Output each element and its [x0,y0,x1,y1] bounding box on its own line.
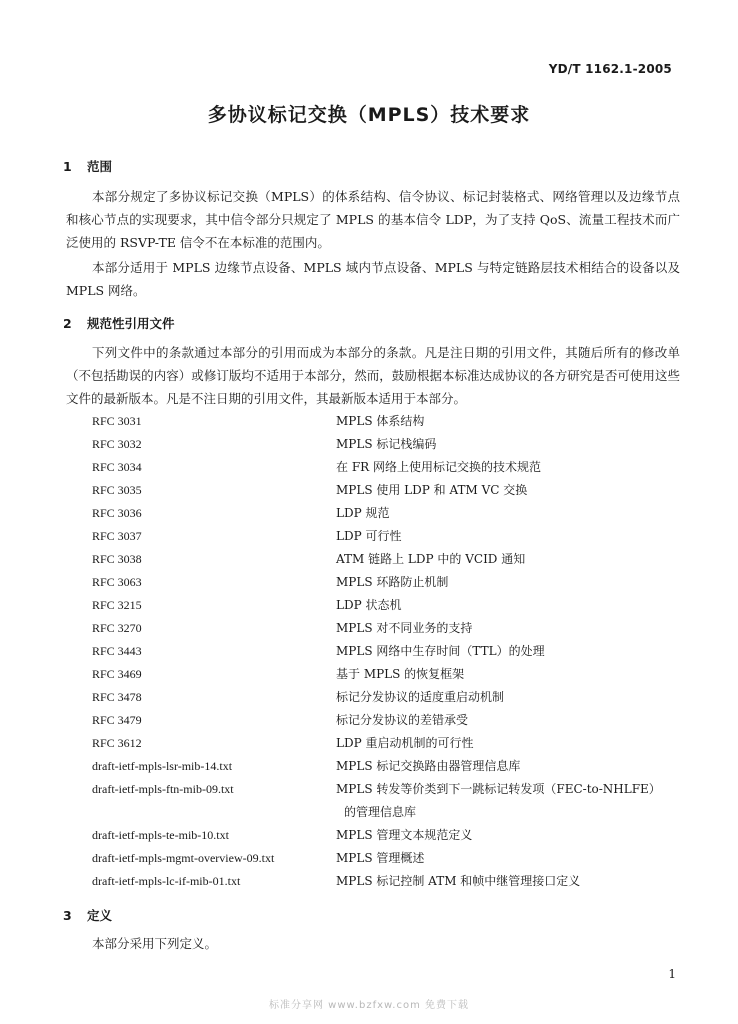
section-3-intro: 本部分采用下列定义。 [92,936,218,951]
watermark: 标准分享网 www.bzfxw.com 免费下载 [269,1000,469,1011]
reference-code: draft-ietf-mpls-te-mib-10.txt [92,828,229,842]
reference-row [92,594,692,617]
reference-description: LDP 状态机 [336,598,402,612]
reference-code: RFC 3036 [92,506,142,520]
section-number: 1 [63,159,72,174]
reference-row [92,479,692,502]
reference-description [336,778,692,824]
reference-code: RFC 3443 [92,644,142,658]
reference-row [92,548,692,571]
reference-row [92,686,692,709]
reference-code: RFC 3031 [92,414,142,428]
reference-code: RFC 3034 [92,460,142,474]
page-number: 1 [668,967,676,981]
reference-row [92,433,692,456]
section-number: 2 [63,316,72,331]
reference-description: LDP 可行性 [336,529,402,543]
reference-row [92,410,692,433]
reference-row [92,663,692,686]
reference-description: LDP 重启动机制的可行性 [336,736,474,750]
reference-row [92,824,692,847]
reference-description: MPLS 标记栈编码 [336,437,437,451]
reference-description: MPLS 对不同业务的支持 [336,621,473,635]
reference-code: draft-ietf-mpls-ftn-mib-09.txt [92,782,234,796]
section-title: 规范性引用文件 [87,316,175,331]
reference-description: MPLS 网络中生存时间（TTL）的处理 [336,644,545,658]
section-3-heading [63,906,112,924]
reference-code: RFC 3469 [92,667,142,681]
section-1-paragraph-2: 本部分适用于 MPLS 边缘节点设备、MPLS 域内节点设备、MPLS 与特定链路层技术相结合的设备以及 MPLS 网络。 [66,260,680,298]
reference-code: RFC 3612 [92,736,142,750]
reference-row [92,755,692,778]
reference-description: MPLS 标记控制 ATM 和帧中继管理接口定义 [336,874,581,888]
section-2-intro: 下列文件中的条款通过本部分的引用而成为本部分的条款。凡是注日期的引用文件，其随后所有的修改单（不包括勘误的内容）或修订版均不适用于本部分，然而，鼓励根据本标准达成协议的各方研究是否可使用这些文件的最新版本。凡是不注日期的引用文件，其最新版本适用于本部分。 [66,345,680,406]
reference-code: draft-ietf-mpls-lc-if-mib-01.txt [92,874,241,888]
reference-row [92,870,692,893]
reference-code: RFC 3063 [92,575,142,589]
section-title: 范围 [87,159,113,174]
reference-row [92,525,692,548]
reference-description: 基于 MPLS 的恢复框架 [336,667,465,681]
reference-description: MPLS 标记交换路由器管理信息库 [336,759,521,773]
reference-code: RFC 3478 [92,690,142,704]
section-1-paragraph-1: 本部分规定了多协议标记交换（MPLS）的体系结构、信令协议、标记封装格式、网络管理以及边缘节点和核心节点的实现要求，其中信令部分只规定了 MPLS 的基本信令 LDP，为了支持 QoS、流量工程技术而广泛使用的 RSVP-TE 信令不在本标准的范围内。 [66,189,680,250]
reference-row [92,571,692,594]
reference-code: RFC 3270 [92,621,142,635]
reference-row [92,847,692,870]
reference-code: draft-ietf-mpls-lsr-mib-14.txt [92,759,233,773]
reference-description: 标记分发协议的适度重启动机制 [336,690,505,704]
reference-description: MPLS 管理文本规范定义 [336,828,473,842]
reference-description-line-2: 的管理信息库 [344,805,417,819]
reference-description: MPLS 使用 LDP 和 ATM VC 交换 [336,483,528,497]
reference-code: RFC 3032 [92,437,142,451]
section-2-heading [63,314,175,332]
reference-row [92,640,692,663]
reference-description: 标记分发协议的差错承受 [336,713,469,727]
reference-description: MPLS 体系结构 [336,414,425,428]
reference-description: 在 FR 网络上使用标记交换的技术规范 [336,460,541,474]
reference-row [92,502,692,525]
reference-code: RFC 3479 [92,713,142,727]
reference-code: RFC 3037 [92,529,142,543]
reference-row [92,456,692,479]
reference-description-line-1: MPLS 转发等价类到下一跳标记转发项（FEC-to-NHLFE） [336,782,661,796]
section-1-heading [63,157,112,175]
section-number: 3 [63,908,72,923]
reference-code: RFC 3035 [92,483,142,497]
reference-description: MPLS 环路防止机制 [336,575,449,589]
reference-code: draft-ietf-mpls-mgmt-overview-09.txt [92,851,275,865]
reference-list [92,410,692,893]
reference-row [92,778,692,824]
reference-row [92,709,692,732]
reference-code: RFC 3038 [92,552,142,566]
section-title: 定义 [87,908,113,923]
reference-description: LDP 规范 [336,506,390,520]
standard-code: YD/T 1162.1-2005 [548,62,672,76]
reference-row [92,617,692,640]
document-title: 多协议标记交换（MPLS）技术要求 [207,104,531,126]
reference-code: RFC 3215 [92,598,142,612]
reference-description: MPLS 管理概述 [336,851,425,865]
reference-description: ATM 链路上 LDP 中的 VCID 通知 [336,552,526,566]
reference-row [92,732,692,755]
